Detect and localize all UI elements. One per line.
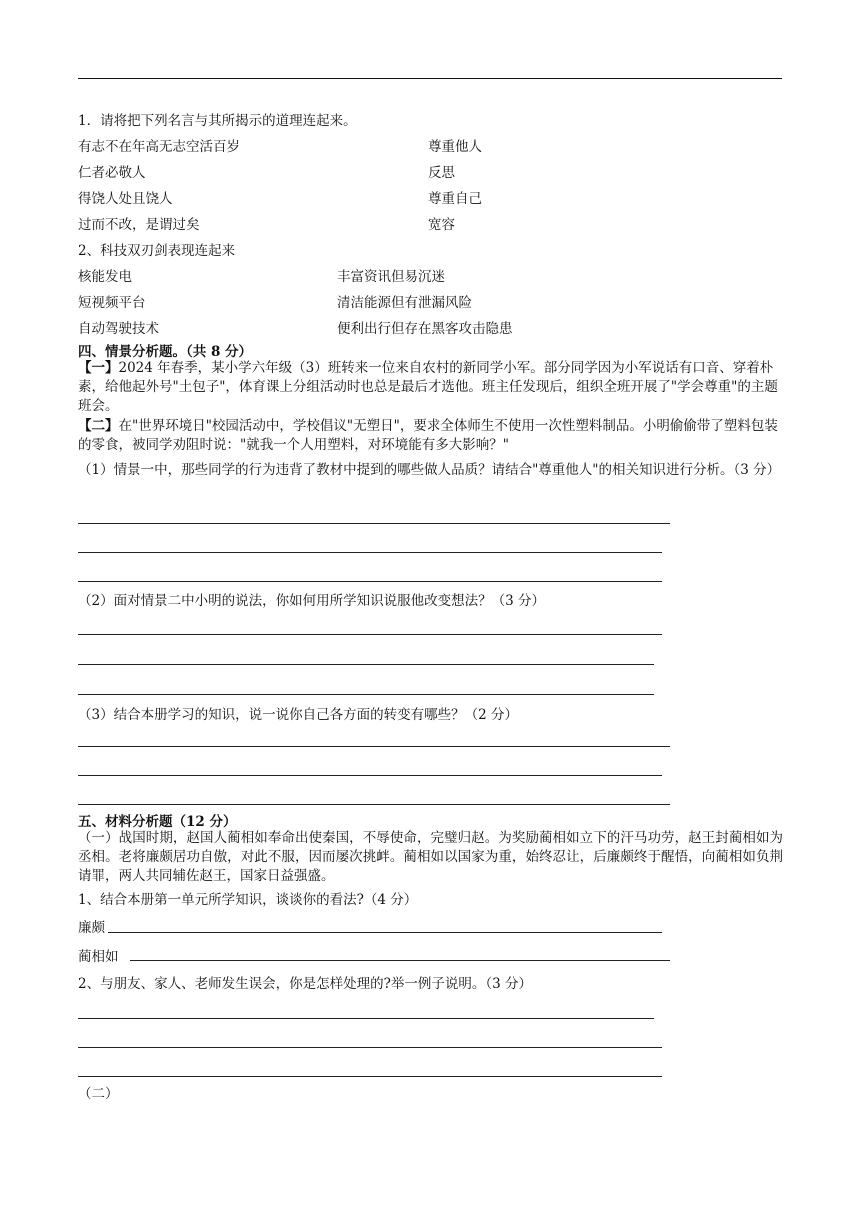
answer-line[interactable] [78, 804, 670, 805]
answer-line[interactable] [78, 746, 670, 747]
q1-left-item: 过而不改，是谓过矣 [78, 217, 200, 233]
scenario-2 [78, 417, 783, 455]
scenario-1-text: 2024 年春季，某小学六年级（3）班转来一位来自农村的新同学小军。部分同学因为小军说话有口音、穿着朴素，给他起外号"土包子"，体育课上分组活动时也总是最后才选他。班主任发现后，组织全班开展了"学会尊重"的主题班会。 [78, 360, 778, 414]
section5-question-1: 1、结合本册第一单元所学知识，谈谈你的看法?（4 分） [78, 892, 418, 908]
q1-left-item: 得饶人处且饶人 [78, 191, 173, 207]
q1-left-item: 仁者必敬人 [78, 165, 146, 181]
section4-heading: 四、情景分析题。（共 8 分） [78, 344, 253, 360]
linxiangru-answer-line[interactable] [130, 960, 670, 961]
section4-question-2: （2）面对情景二中小明的说法，你如何用所学知识说服他改变想法？（3 分） [78, 593, 545, 609]
q2-title: 2、科技双刃剑表现连起来 [78, 243, 236, 259]
answer-line[interactable] [78, 664, 654, 665]
linxiangru-label: 蔺相如 [78, 949, 119, 965]
answer-line[interactable] [78, 694, 654, 695]
section4-question-3: （3）结合本册学习的知识，说一说你自己各方面的转变有哪些？（2 分） [78, 707, 518, 723]
lianpo-answer-line[interactable] [108, 932, 662, 933]
q2-right-item: 清洁能源但有泄漏风险 [337, 295, 472, 311]
answer-line[interactable] [78, 1047, 662, 1048]
answer-line[interactable] [78, 1076, 662, 1077]
scenario-1 [78, 359, 783, 416]
section5-heading: 五、材料分析题（12 分） [78, 814, 237, 830]
q1-right-item: 尊重他人 [428, 139, 482, 155]
scenario-1-tag: 【一】 [78, 360, 119, 376]
lianpo-label: 廉颇 [78, 920, 105, 936]
q1-right-item: 反思 [428, 165, 455, 181]
q1-left-item: 有志不在年高无志空活百岁 [78, 139, 240, 155]
answer-line[interactable] [78, 581, 662, 582]
q1-right-item: 宽容 [428, 217, 455, 233]
material-2-label: （二） [78, 1086, 119, 1102]
scenario-2-text: 在"世界环境日"校园活动中，学校倡议"无塑日"，要求全体师生不使用一次性塑料制品。小明偷偷带了塑料包装的零食，被同学劝阻时说："就我一个人用塑料，对环境能有多大影响？" [78, 418, 778, 453]
section4-question-1: （1）情景一中，那些同学的行为违背了教材中提到的哪些做人品质？请结合"尊重他人"的相关知识进行分析。（3 分） [78, 462, 781, 478]
answer-line[interactable] [78, 1018, 654, 1019]
q2-right-item: 便利出行但存在黑客攻击隐患 [337, 321, 513, 337]
q2-right-item: 丰富资讯但易沉迷 [337, 269, 445, 285]
scenario-2-tag: 【二】 [78, 418, 119, 434]
answer-line[interactable] [78, 523, 670, 524]
answer-line[interactable] [78, 775, 662, 776]
q1-right-item: 尊重自己 [428, 191, 482, 207]
answer-line[interactable] [78, 634, 662, 635]
header-rule [78, 78, 782, 79]
material-1: （一）战国时期，赵国人蔺相如奉命出使秦国，不辱使命，完璧归赵。为奖励蔺相如立下的汗马功劳，赵王封蔺相如为丞相。老将廉颇居功自傲，对此不服，因而屡次挑衅。蔺相如以国家为重，始终忍让，后廉颇终于醒悟，向蔺相如负荆请罪，两人共同辅佐赵王，国家日益强盛。 [78, 830, 783, 884]
q2-left-item: 自动驾驶技术 [78, 321, 159, 337]
q1-title: 1．请将把下列名言与其所揭示的道理连起来。 [78, 113, 357, 129]
q2-left-item: 核能发电 [78, 269, 132, 285]
q2-left-item: 短视频平台 [78, 295, 146, 311]
section5-question-2: 2、与朋友、家人、老师发生误会，你是怎样处理的?举一例子说明。（3 分） [78, 976, 532, 992]
answer-line[interactable] [78, 552, 662, 553]
